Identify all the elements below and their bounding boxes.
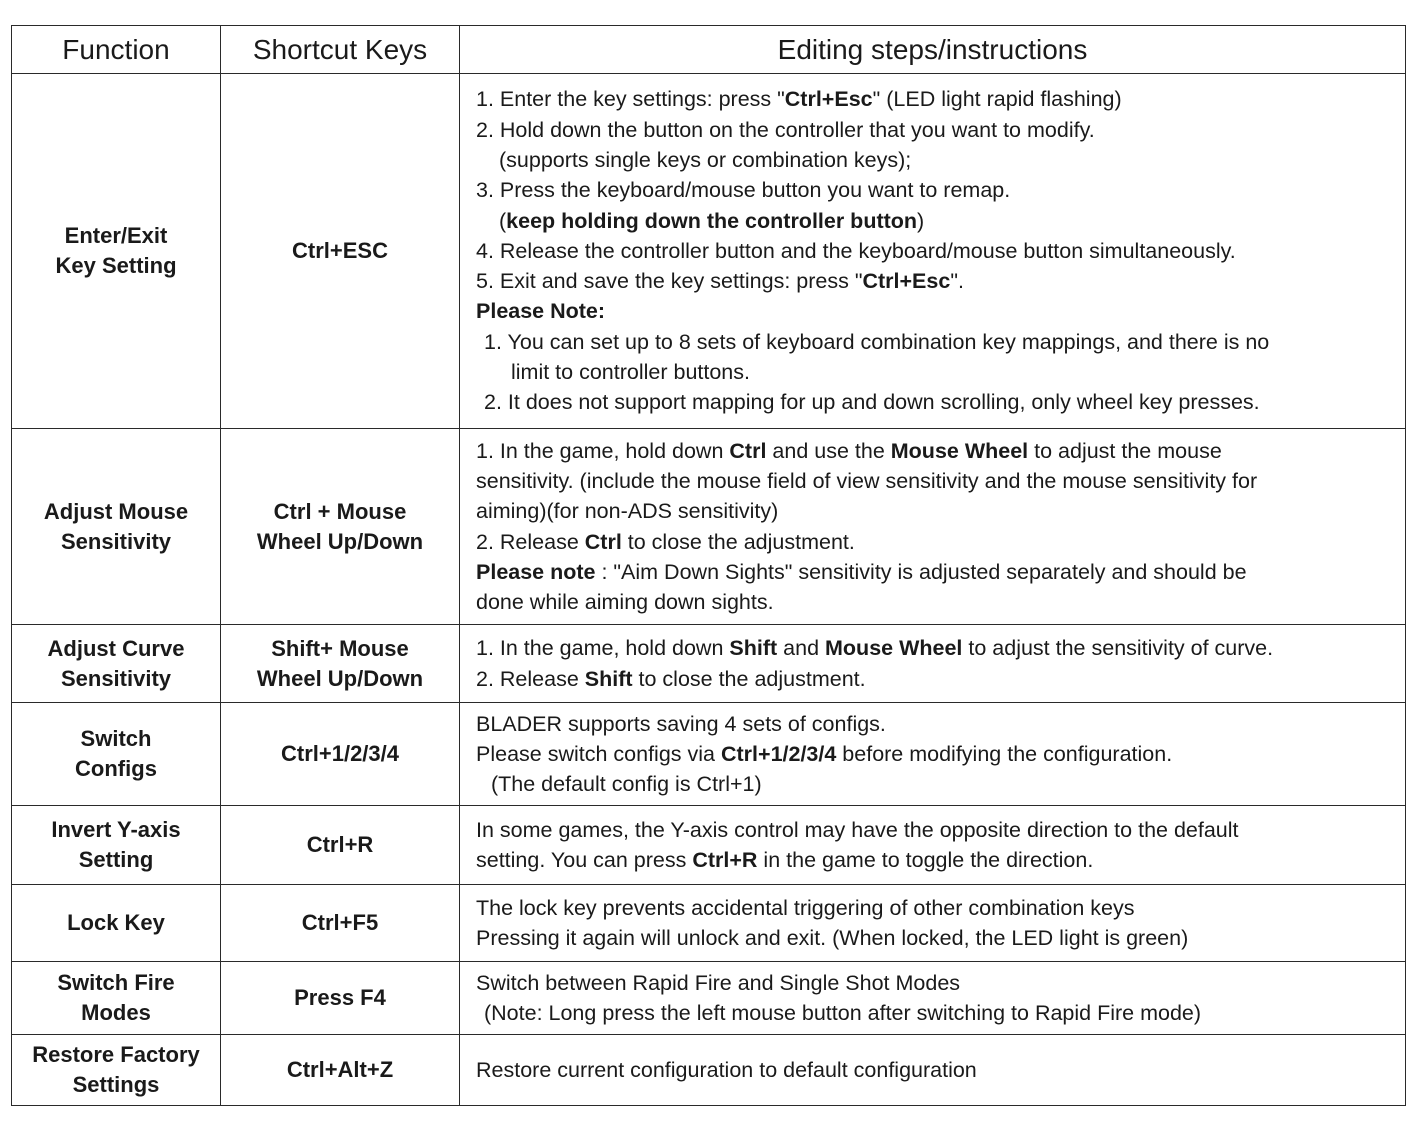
instruction-line: Please Note: (476, 299, 606, 324)
shortcut-cell: Ctrl + Mouse Wheel Up/Down (221, 429, 460, 625)
instructions-cell (460, 962, 1406, 1035)
header-editing-steps: Editing steps/instructions (460, 26, 1406, 74)
instruction-line: 5. Exit and save the key settings: press "Ctrl+Esc". (476, 269, 964, 294)
function-cell: Restore Factory Settings (12, 1035, 221, 1106)
header-row (12, 26, 1406, 74)
instructions-cell (460, 625, 1406, 703)
instruction-line: sensitivity. (include the mouse field of view sensitivity and the mouse sensitivity for (476, 468, 1258, 493)
instruction-line: 4. Release the controller button and the keyboard/mouse button simultaneously. (476, 238, 1236, 263)
function-cell: Enter/Exit Key Setting (12, 74, 221, 429)
instruction-line: (Note: Long press the left mouse button after switching to Rapid Fire mode) (484, 1001, 1202, 1025)
instruction-line: Restore current configuration to default configuration (476, 1057, 977, 1082)
shortcut-cell: Ctrl+1/2/3/4 (221, 703, 460, 806)
instruction-line: 2. Release Ctrl to close the adjustment. (476, 529, 855, 554)
instruction-line: Switch between Rapid Fire and Single Shot Modes (476, 970, 961, 995)
function-cell: Switch Configs (12, 703, 221, 806)
header-shortcut-keys: Shortcut Keys (221, 26, 460, 74)
table-row (12, 74, 1406, 429)
instruction-line: aiming)(for non-ADS sensitivity) (476, 499, 779, 524)
table-row (12, 962, 1406, 1035)
header-function: Function (12, 26, 221, 74)
table-row (12, 806, 1406, 885)
shortcut-cell: Press F4 (221, 962, 460, 1035)
instructions-cell (460, 74, 1406, 429)
instruction-line: BLADER supports saving 4 sets of configs. (476, 711, 886, 736)
function-cell: Lock Key (12, 885, 221, 962)
instruction-line: 1. In the game, hold down Shift and Mouse Wheel to adjust the sensitivity of curve. (476, 636, 1274, 661)
instruction-line: Please switch configs via Ctrl+1/2/3/4 before modifying the configuration. (476, 741, 1173, 766)
instructions-cell (460, 806, 1406, 885)
instruction-line: The lock key prevents accidental triggering of other combination keys (476, 895, 1135, 920)
instructions-cell (460, 703, 1406, 806)
instruction-line: setting. You can press Ctrl+R in the game to toggle the direction. (476, 848, 1094, 872)
table-row (12, 625, 1406, 703)
shortcut-cell: Ctrl+R (221, 806, 460, 885)
shortcut-cell: Ctrl+Alt+Z (221, 1035, 460, 1106)
instruction-line: 3. Press the keyboard/mouse button you want to remap. (476, 178, 1011, 203)
instruction-line: (The default config is Ctrl+1) (491, 772, 762, 797)
instructions-cell (460, 429, 1406, 625)
function-cell: Switch Fire Modes (12, 962, 221, 1035)
shortcut-keys-table (11, 25, 1406, 1106)
table-row (12, 1035, 1406, 1106)
table-row (12, 429, 1406, 625)
instruction-line: Please note : "Aim Down Sights" sensitivity is adjusted separately and should be (476, 559, 1247, 584)
instruction-line: limit to controller buttons. (511, 360, 750, 385)
shortcut-cell: Ctrl+F5 (221, 885, 460, 962)
table-row (12, 885, 1406, 962)
instruction-line: 1. In the game, hold down Ctrl and use the Mouse Wheel to adjust the mouse (476, 438, 1222, 463)
instruction-line: 2. Hold down the button on the controller that you want to modify. (476, 117, 1095, 142)
function-cell: Adjust Curve Sensitivity (12, 625, 221, 703)
instruction-line: (keep holding down the controller button) (499, 208, 925, 233)
instruction-line: Pressing it again will unlock and exit. (When locked, the LED light is green) (476, 926, 1189, 950)
instructions-cell (460, 885, 1406, 962)
shortcut-cell: Ctrl+ESC (221, 74, 460, 429)
shortcut-cell: Shift+ Mouse Wheel Up/Down (221, 625, 460, 703)
function-cell: Adjust Mouse Sensitivity (12, 429, 221, 625)
instruction-line: 1. Enter the key settings: press "Ctrl+Esc" (LED light rapid flashing) (476, 87, 1122, 112)
instruction-line: In some games, the Y-axis control may have the opposite direction to the default (476, 817, 1239, 842)
table-row (12, 703, 1406, 806)
instruction-line: (supports single keys or combination keys); (499, 147, 912, 172)
instruction-line: done while aiming down sights. (476, 590, 774, 615)
instruction-line: 2. Release Shift to close the adjustment. (476, 666, 866, 691)
instruction-line: 2. It does not support mapping for up and down scrolling, only wheel key presses. (484, 390, 1260, 415)
instruction-line: 1. You can set up to 8 sets of keyboard combination key mappings, and there is no (484, 329, 1270, 354)
function-cell: Invert Y-axis Setting (12, 806, 221, 885)
instructions-cell (460, 1035, 1406, 1106)
